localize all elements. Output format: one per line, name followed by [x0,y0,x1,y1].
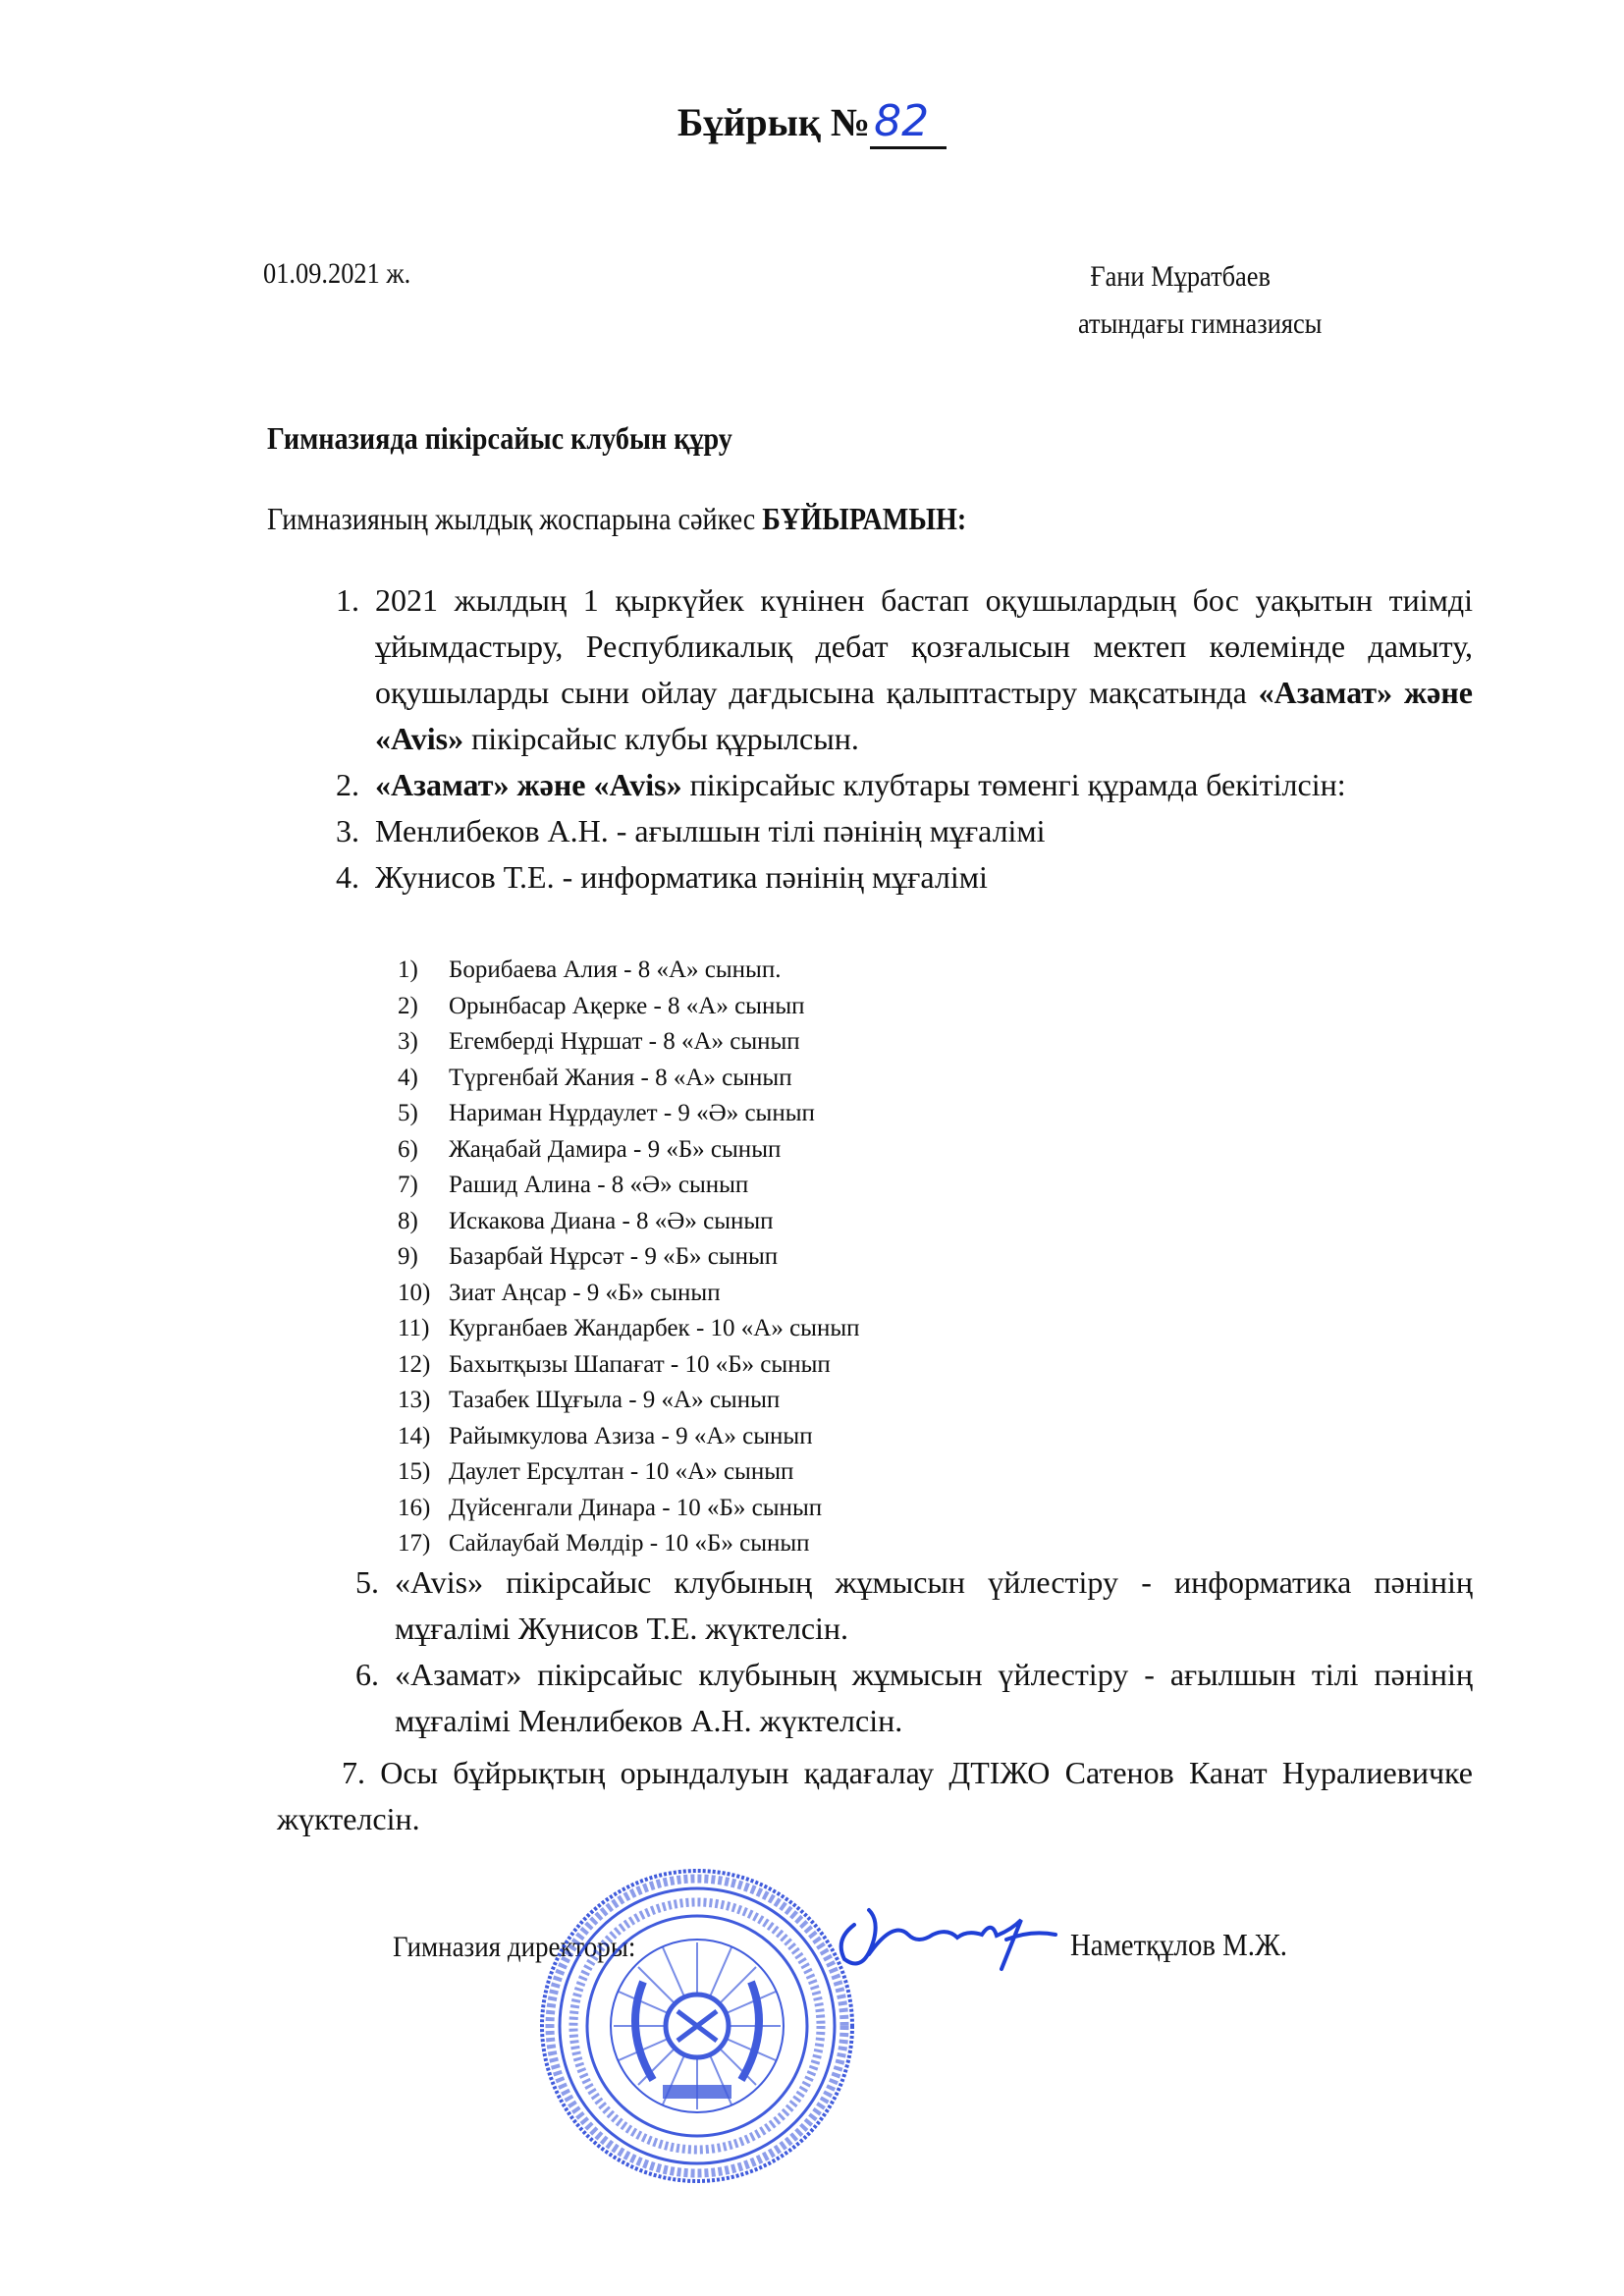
item-number: 4. [336,859,359,895]
school-name [1078,253,1322,348]
item-text: пікірсайыс клубтары төменгі құрамда бекітілсін: [681,767,1346,802]
document-date: 01.09.2021 ж. [263,257,411,290]
student-text: Рашид Алина - 8 «Ә» сынып [449,1172,749,1198]
student-item [398,953,860,989]
student-number: 5) [398,1100,418,1126]
item-bold-text: «Азамат» және «Avis» [375,767,682,802]
student-text: Искакова Диана - 8 «Ә» сынып [449,1207,774,1234]
student-text: Дүйсенгали Динара - 10 «Б» сынып [449,1494,823,1521]
title-prefix: Бұйрық № [677,100,871,144]
student-number: 6) [398,1135,418,1163]
student-number: 15) [398,1458,431,1485]
student-text: Бахытқызы Шапағат - 10 «Б» сынып [449,1350,831,1378]
student-number: 16) [398,1494,431,1521]
student-text: Борибаева Алия - 8 «А» сынып. [449,957,782,983]
student-number: 2) [398,992,418,1019]
official-stamp-icon [535,1864,859,2188]
student-item [398,1347,860,1384]
item-number: 3. [336,813,359,848]
order-number: 82 [870,96,947,149]
student-item [398,1311,860,1347]
order-item-2 [314,762,1473,808]
item-number: 1. [336,582,359,618]
student-item [398,1454,860,1491]
student-text: Орынбасар Ақерке - 8 «А» сынып [449,992,805,1019]
student-text: Зиат Аңсар - 9 «Б» сынып [449,1279,721,1306]
item-number: 7. [342,1755,365,1790]
student-number: 17) [398,1530,431,1557]
item-number: 2. [336,767,359,802]
student-number: 13) [398,1387,431,1413]
student-item [398,989,860,1025]
order-item-4 [314,854,1473,901]
order-items-list [314,577,1473,901]
student-item [398,1096,860,1132]
student-text: Түргенбай Жания - 8 «А» сынып [449,1064,792,1091]
order-item-3 [314,808,1473,854]
signer-name: Наметқұлов М.Ж. [1070,1927,1287,1962]
item-text: 2021 жылдың 1 қыркүйек күнінен бастап оқушылардың бос уақытын тиімді ұйымдастыру, Республикалық дебат қозғалысын мектеп көлемінде дамыту, оқушыларды сыни ойлау дағдысына қалыптастыру мақсатында [375,582,1473,710]
student-text: Базарбай Нұрсәт - 9 «Б» сынып [449,1243,779,1270]
item-text: Осы бұйрықтың орындалуын қадағалау ДТІЖО Сатенов Канат Нуралиевичке жүктелсін. [277,1755,1474,1836]
student-text: Егемберді Нұршат - 8 «А» сынып [449,1028,800,1055]
item-number: 6. [355,1657,379,1692]
student-item [398,1132,860,1169]
student-number: 7) [398,1172,418,1198]
student-item [398,1204,860,1240]
student-number: 14) [398,1422,431,1449]
signature-icon [825,1900,1060,1979]
order-item-6 [334,1652,1473,1744]
student-item [398,1276,860,1312]
document-title [0,96,1624,146]
item-text: «Азамат» пікірсайыс клубының жұмысын үйлестіру - ағылшын тілі пәнінің мұғалімі Менлибеков А.Н. жүктелсін. [395,1657,1473,1738]
student-number: 9) [398,1243,418,1270]
student-number: 3) [398,1028,418,1055]
student-item [398,1061,860,1097]
student-text: Нариман Нұрдаулет - 9 «Ә» сынып [449,1100,815,1126]
student-number: 1) [398,957,418,983]
order-items-list-continued [334,1559,1473,1744]
item-text: Жунисов Т.Е. - информатика пәнінің мұғалімі [375,859,988,895]
signer-title: Гимназия директоры: [393,1931,636,1963]
student-item [398,1383,860,1419]
student-number: 8) [398,1207,418,1234]
student-item [398,1419,860,1455]
student-number: 11) [398,1315,430,1341]
student-text: Тазабек Шұғыла - 9 «А» сынып [449,1387,781,1413]
item-bold-text: «Азамат» және «Avis» [375,675,1474,756]
item-text: Менлибеков А.Н. - ағылшын тілі пәнінің мұғалімі [375,813,1046,848]
student-item [398,1526,860,1562]
student-text: Сайлаубай Мөлдір - 10 «Б» сынып [449,1530,810,1557]
student-item [398,1491,860,1527]
student-text: Даулет Ерсұлтан - 10 «А» сынып [449,1458,794,1485]
preamble-bold: БҰЙЫРАМЫН: [762,501,967,536]
order-item-7 [277,1750,1473,1842]
item-text: пікірсайыс клубы құрылсын. [463,721,859,756]
student-number: 10) [398,1279,431,1306]
preamble [267,501,966,537]
item-number: 5. [355,1564,379,1600]
order-item-5 [334,1559,1473,1652]
student-number: 4) [398,1064,418,1091]
student-item [398,1168,860,1204]
student-number: 12) [398,1350,431,1378]
school-name-line1: Ғани Мұратбаев [1090,260,1271,293]
student-text: Жаңабай Дамира - 9 «Б» сынып [449,1135,782,1163]
student-item [398,1239,860,1276]
order-subject: Гимназияда пікірсайыс клубын құру [267,420,732,456]
order-item-1 [314,577,1473,762]
preamble-text: Гимназияның жылдық жоспарына сәйкес [267,501,763,536]
students-list [398,953,860,1562]
school-name-line2: атындағы гимназиясы [1078,307,1323,340]
student-text: Райымкулова Азиза - 9 «А» сынып [449,1422,813,1449]
item-text: «Avis» пікірсайыс клубының жұмысын үйлестіру - информатика пәнінің мұғалімі Жунисов Т.Е. жүктелсін. [395,1564,1473,1646]
student-text: Курганбаев Жандарбек - 10 «А» сынып [449,1315,860,1341]
student-item [398,1024,860,1061]
